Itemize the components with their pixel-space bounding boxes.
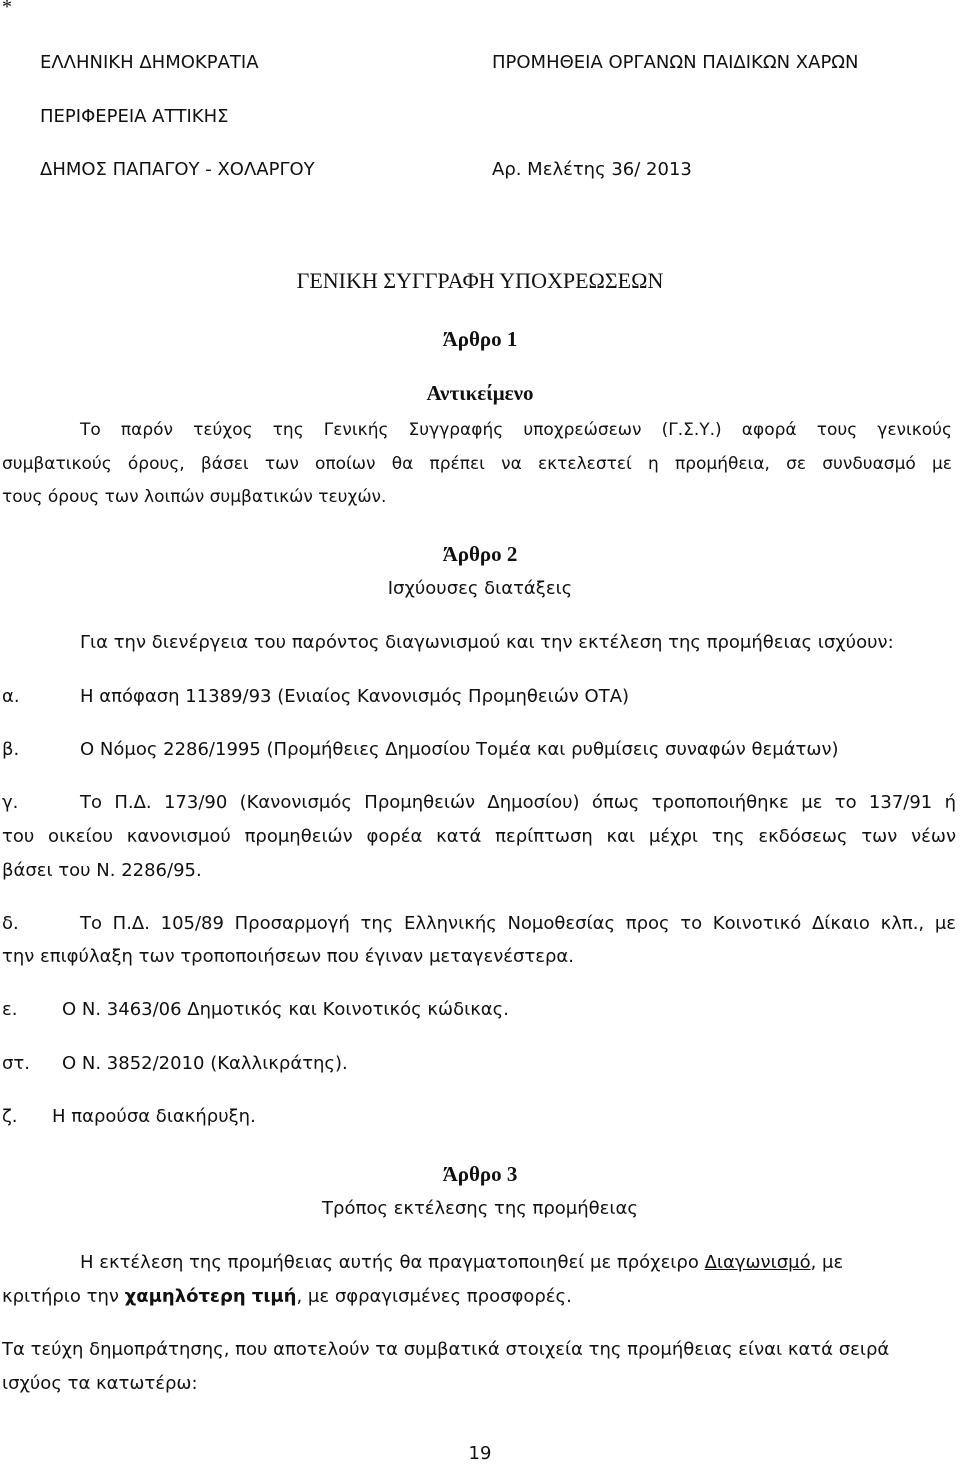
header-country: ΕΛΛΗΝΙΚΗ ΔΗΜΟΚΡΑΤΙΑ — [40, 52, 259, 73]
list-item: Ο Νόμος 2286/1995 (Προμήθειες Δημοσίου Τομέα και ρυθμίσεις συναφών θεμάτων) — [80, 739, 839, 760]
article-2-heading: Άρθρο 2 — [442, 542, 518, 566]
list-item: Η παρούσα διακήρυξη. — [52, 1106, 256, 1127]
corner-mark: * — [2, 0, 12, 18]
list-marker: στ. — [2, 1053, 30, 1074]
article-3-paragraph-1-line-2: κριτήριο την χαμηλότερη τιμή, με σφραγισμένες προσφορές. — [2, 1286, 572, 1307]
list-item: Το Π.Δ. 105/89 Προσαρμογή της Ελληνικής Νομοθεσίας προς το Κοινοτικό Δίκαιο κλπ., με — [80, 913, 956, 934]
list-item-continuation: του οικείου κανονισμού προμηθειών φορέα κατά περίπτωση και μέχρι της εκδόσεως των νέων — [2, 826, 956, 847]
article-1-line-2: συμβατικούς όρους, βάσει των οποίων θα πρέπει να εκτελεστεί η προμήθεια, σε συνδυασμό με — [2, 454, 952, 474]
article-3-paragraph-1-line-1: Η εκτέλεση της προμήθειας αυτής θα πραγματοποιηθεί με πρόχειρο Διαγωνισμό, με — [80, 1252, 844, 1273]
article-1-line-3: τους όρους των λοιπών συμβατικών τευχών. — [2, 487, 387, 507]
article-2-intro: Για την διενέργεια του παρόντος διαγωνισμού και την εκτέλεση της προμήθειας ισχύουν: — [80, 632, 894, 653]
header-municipality: ΔΗΜΟΣ ΠΑΠΑΓΟΥ - ΧΟΛΑΡΓΟΥ — [40, 159, 315, 180]
list-item-continuation: την επιφύλαξη των τροποποιήσεων που έγιναν μεταγενέστερα. — [2, 946, 574, 967]
list-item-continuation: βάσει του Ν. 2286/95. — [2, 860, 202, 881]
header-project-title: ΠΡΟΜΗΘΕΙΑ ΟΡΓΑΝΩΝ ΠΑΙΔΙΚΩΝ ΧΑΡΩΝ — [492, 52, 859, 73]
list-item: Ο Ν. 3463/06 Δημοτικός και Κοινοτικός κώδικας. — [62, 999, 509, 1020]
article-2-subheading: Ισχύουσες διατάξεις — [387, 578, 573, 599]
header-region: ΠΕΡΙΦΕΡΕΙΑ ΑΤΤΙΚΗΣ — [40, 106, 229, 127]
header-study-number: Αρ. Μελέτης 36/ 2013 — [492, 159, 692, 180]
list-marker: α. — [2, 686, 20, 707]
list-item: Το Π.Δ. 173/90 (Κανονισμός Προμηθειών Δημοσίου) όπως τροποποιήθηκε με το 137/91 ή — [80, 792, 956, 813]
article-1-subheading: Αντικείμενο — [426, 381, 534, 405]
list-marker: ζ. — [2, 1106, 18, 1127]
article-3-subheading: Τρόπος εκτέλεσης της προμήθειας — [322, 1198, 638, 1219]
list-item: Ο Ν. 3852/2010 (Καλλικράτης). — [62, 1053, 348, 1074]
article-3-paragraph-2-line-2: ισχύος τα κατωτέρω: — [2, 1373, 198, 1394]
page-number: 19 — [468, 1443, 492, 1464]
document-title: ΓΕΝΙΚΗ ΣΥΓΓΡΑΦΗ ΥΠΟΧΡΕΩΣΕΩΝ — [296, 268, 664, 293]
article-3-heading: Άρθρο 3 — [442, 1162, 518, 1186]
list-item: Η απόφαση 11389/93 (Ενιαίος Κανονισμός Προμηθειών ΟΤΑ) — [80, 686, 630, 707]
article-1-heading: Άρθρο 1 — [442, 327, 518, 351]
list-marker: β. — [2, 739, 20, 760]
article-3-paragraph-2-line-1: Τα τεύχη δημοπράτησης, που αποτελούν τα συμβατικά στοιχεία της προμήθειας είναι κατά σειρά — [2, 1339, 890, 1360]
list-marker: γ. — [2, 792, 19, 813]
article-1-line-1: Το παρόν τεύχος της Γενικής Συγγραφής υποχρεώσεων (Γ.Σ.Υ.) αφορά τους γενικούς — [80, 420, 952, 440]
list-marker: ε. — [2, 999, 18, 1020]
list-marker: δ. — [2, 913, 19, 934]
